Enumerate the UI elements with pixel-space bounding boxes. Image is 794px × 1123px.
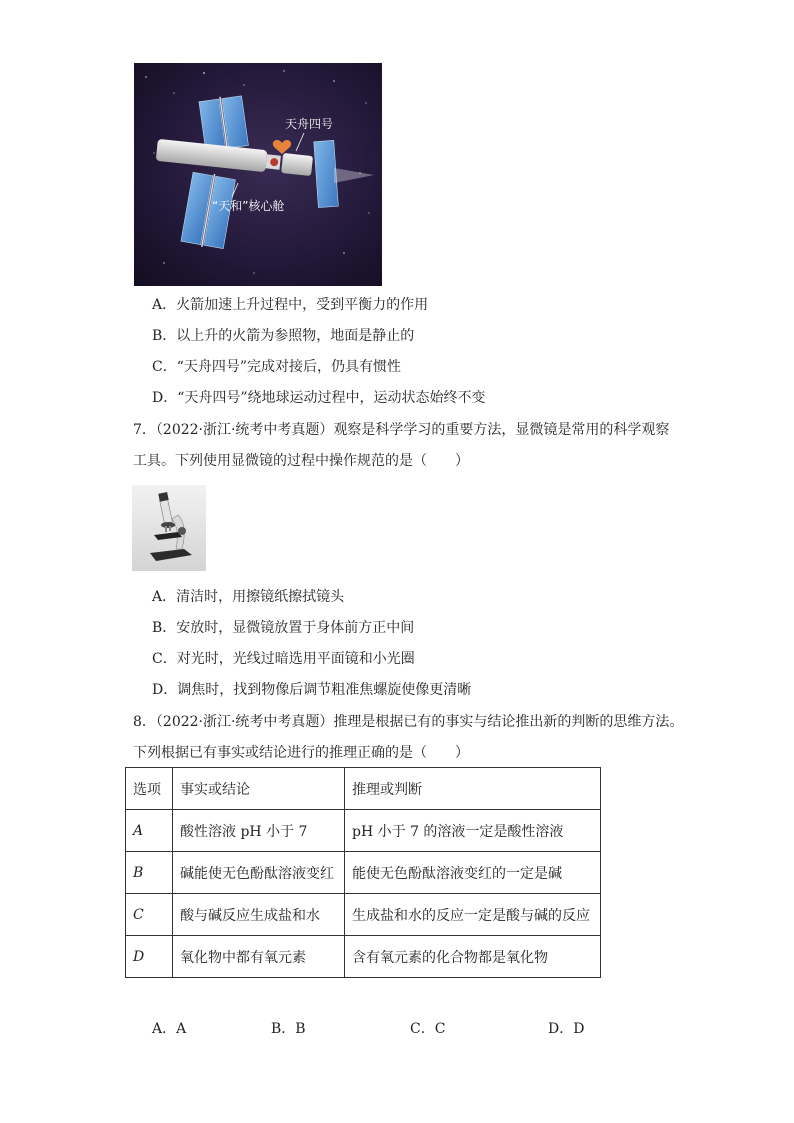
table-header-cell: 事实或结论: [173, 768, 345, 810]
table-row: [126, 810, 601, 852]
q8-table: [125, 767, 601, 978]
q7-option-b: B．安放时，显微镜放置于身体前方正中间: [152, 620, 415, 636]
table-row: [126, 894, 601, 936]
table-cell: A: [126, 810, 173, 852]
q7-option-c: C．对光时，光线过暗选用平面镜和小光圈: [152, 651, 415, 667]
q7-option-a: A．清洁时，用擦镜纸擦拭镜头: [152, 589, 345, 605]
q6-option-b: B．以上升的火箭为参照物，地面是静止的: [152, 328, 415, 344]
q6-option-c: C．“天舟四号”完成对接后，仍具有惯性: [152, 359, 402, 375]
table-cell: pH 小于 7 的溶液一定是酸性溶液: [345, 810, 601, 852]
q8-stem-line2: 下列根据已有事实或结论进行的推理正确的是（ ）: [133, 745, 469, 761]
table-cell: 酸与碱反应生成盐和水: [173, 894, 345, 936]
table-header-cell: 选项: [126, 768, 173, 810]
table-cell: B: [126, 852, 173, 894]
table-cell: 氧化物中都有氧元素: [173, 936, 345, 978]
space-station-image: [134, 63, 382, 286]
table-cell: C: [126, 894, 173, 936]
q8-answer-d: D．D: [548, 1021, 585, 1037]
table-header-cell: 推理或判断: [345, 768, 601, 810]
table-row: [126, 936, 601, 978]
table-cell: 含有氧元素的化合物都是氧化物: [345, 936, 601, 978]
table-cell: 生成盐和水的反应一定是酸与碱的反应: [345, 894, 601, 936]
q8-answer-c: C．C: [410, 1021, 446, 1037]
table-cell: 碱能使无色酚酞溶液变红: [173, 852, 345, 894]
microscope-image: [132, 485, 206, 571]
table-cell: 酸性溶液 pH 小于 7: [173, 810, 345, 852]
q8-stem-line1: 8．（2022·浙江·统考中考真题）推理是根据已有的事实与结论推出新的判断的思维方法。: [133, 714, 684, 730]
table-cell: D: [126, 936, 173, 978]
q8-answer-a: A．A: [152, 1021, 187, 1037]
q7-option-d: D．调焦时，找到物像后调节粗准焦螺旋使像更清晰: [152, 682, 472, 698]
q7-stem-line1: 7．（2022·浙江·统考中考真题）观察是科学学习的重要方法，显微镜是常用的科学观察: [133, 422, 670, 438]
q8-answer-b: B．B: [271, 1021, 306, 1037]
label-tianzhou: 天舟四号: [285, 117, 334, 131]
q6-option-d: D．“天舟四号”绕地球运动过程中，运动状态始终不变: [152, 390, 486, 406]
table-cell: 能使无色酚酞溶液变红的一定是碱: [345, 852, 601, 894]
q7-stem-line2: 工具。下列使用显微镜的过程中操作规范的是（ ）: [133, 453, 469, 469]
table-header-row: [126, 768, 601, 810]
table-row: [126, 852, 601, 894]
label-tianhe: “天和”核心舱: [212, 199, 285, 213]
q6-option-a: A．火箭加速上升过程中，受到平衡力的作用: [152, 297, 429, 313]
